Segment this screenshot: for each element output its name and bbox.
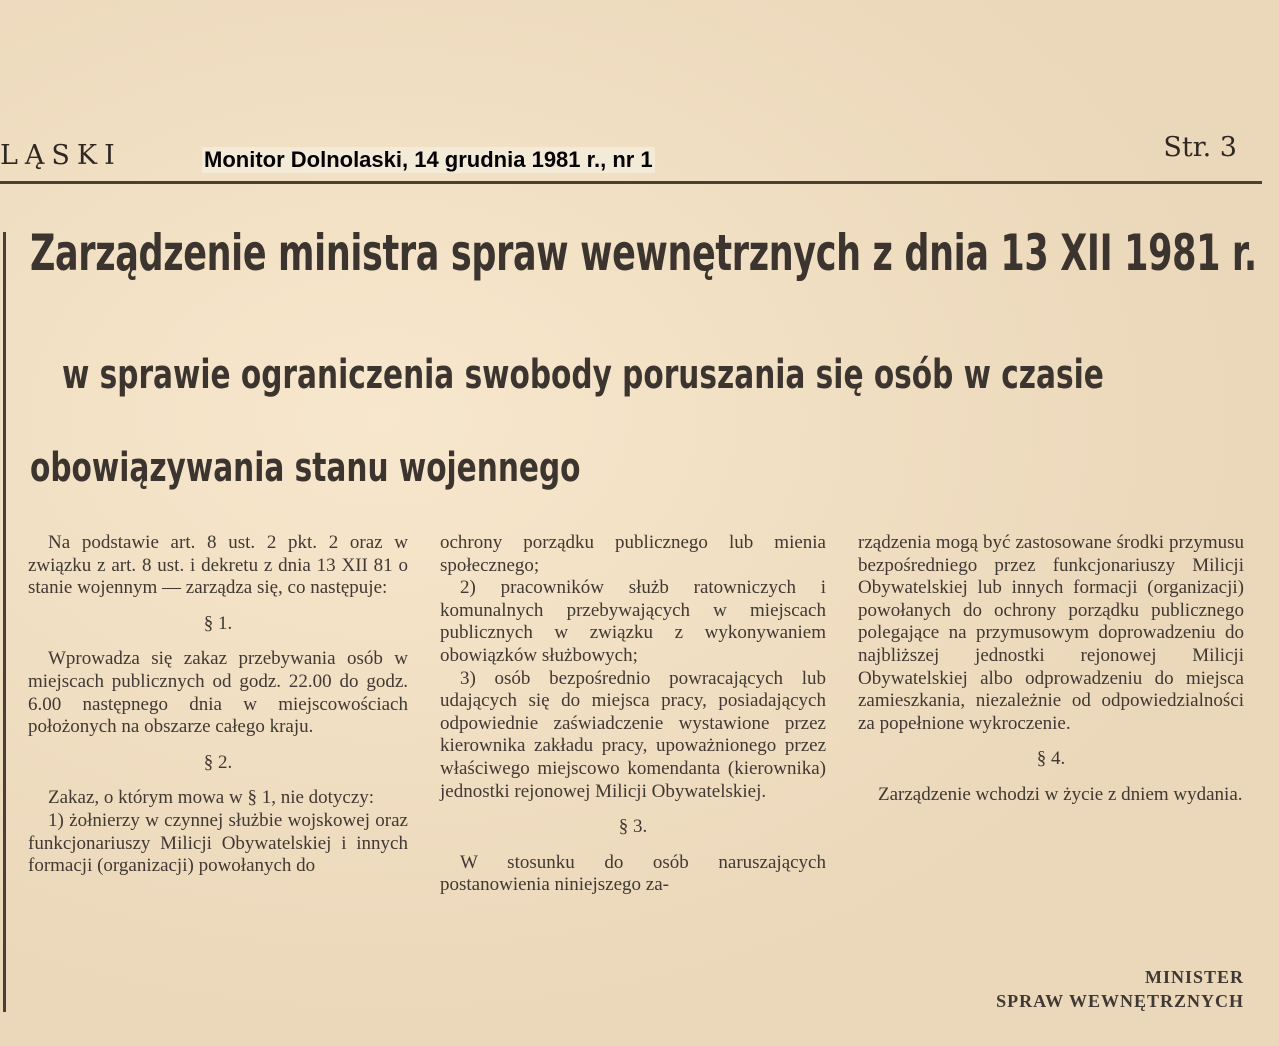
section-3-heading: § 3.	[618, 816, 648, 838]
section-2-item-3: 3) osób bezpośrednio powracających lub udających się do miejsca pracy, posiadających odpowiednie zaświadczenie wystawione przez kierownika zakładu pracy, upoważnionego przez właściwego miejscowo komendanta (kierownika) jednostki rejonowej Milicji Obywatelskiej.	[440, 667, 826, 802]
text-column-1	[28, 532, 408, 878]
signature-title: MINISTER	[1144, 967, 1244, 987]
section-1-paragraph: Wprowadza się zakaz przebywania osób w miejscach publicznych od godz. 22.00 do godz. 6.00 następnego dnia w miejscowościach położonych na obszarze całego kraju.	[28, 648, 408, 738]
section-3-paragraph-end: rządzenia mogą być zastosowane środki przymusu bezpośredniego przez funkcjonariuszy Milicji Obywatelskiej lub innych formacji (organizacji) powołanych do ochrony porządku publicznego polegające na przymusowym doprowadzeniu do najbliższej jednostki rejonowej Milicji Obywatelskiej albo odprowadzeniu do miejsca zamieszkania, niezależnie od odpowiedzialności za popełnione wykroczenie.	[858, 532, 1244, 734]
masthead-title-fragment: LĄSKI	[0, 140, 122, 171]
article-headline: Zarządzenie ministra spraw wewnętrznych z dnia 13 XII 1981 r.	[30, 224, 1257, 282]
section-3-paragraph-start: W stosunku do osób naruszających postanowienia niniejszego za-	[440, 851, 826, 896]
left-margin-rule	[3, 232, 6, 1012]
signature-ministry: SPRAW WEWNĘTRZNYCH	[996, 991, 1244, 1011]
signature-block	[858, 965, 1244, 1013]
section-2-paragraph: Zakaz, o którym mowa w § 1, nie dotyczy:	[48, 787, 375, 809]
source-caption: Monitor Dolnolaski, 14 grudnia 1981 r., nr 1	[204, 147, 653, 172]
article-subheadline-line1: w sprawie ograniczenia swobody poruszania się osób w czasie	[62, 352, 1104, 398]
header-rule	[0, 181, 1262, 184]
article-subheadline-line2: obowiązywania stanu wojennego	[30, 445, 581, 491]
page-number: Str. 3	[1163, 132, 1237, 163]
preamble-paragraph: Na podstawie art. 8 ust. 2 pkt. 2 oraz w związku z art. 8 ust. i dekretu z dnia 13 XII 81 o stanie wojennym — zarządza się, co następuje:	[28, 532, 408, 599]
section-2-heading: § 2.	[203, 751, 233, 773]
section-2-item-1-end: ochrony porządku publicznego lub mienia społecznego;	[440, 532, 826, 576]
section-2-item-1-start: 1) żołnierzy w czynnej służbie wojskowej oraz funkcjonariuszy Milicji Obywatelskiej i innych formacji (organizacji) powołanych do	[28, 809, 408, 877]
section-2-item-2: 2) pracowników służb ratowniczych i komunalnych przebywających w miejscach publicznych w związku z wykonywaniem obowiązków służbowych;	[440, 577, 826, 666]
text-column-2	[440, 532, 826, 897]
section-4-heading: § 4.	[1036, 748, 1066, 770]
section-4-paragraph: Zarządzenie wchodzi w życie z dniem wydania.	[878, 783, 1243, 805]
section-1-heading: § 1.	[203, 612, 233, 634]
text-column-3	[858, 532, 1244, 807]
